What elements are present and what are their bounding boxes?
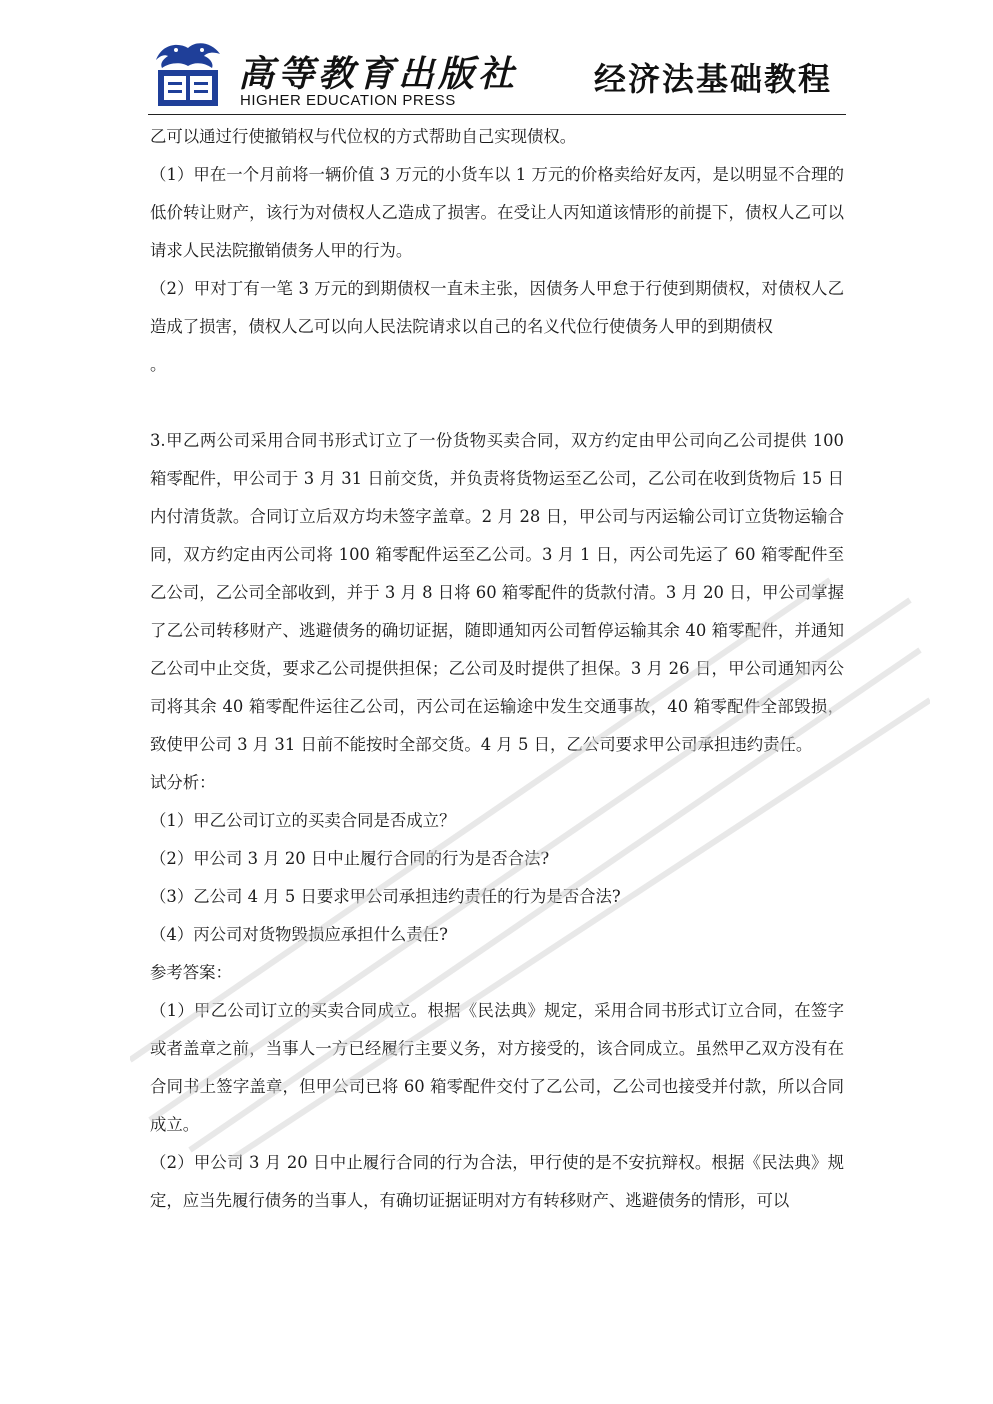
answer-label: 参考答案： [150,963,232,982]
question-4: （4）丙公司对货物毁损应承担什么责任? [150,925,448,944]
point-1-paragraph: （1）甲在一个月前将一辆价值 3 万元的小货车以 1 万元的价格卖给好友丙，是以明显不合理的低价转让财产，该行为对债权人乙造成了损害。在受让人丙知道该情形的前提下，债权人乙可以请求人民法院撤销债务人甲的行为。 [150,165,844,260]
question-2: （2）甲公司 3 月 20 日中止履行合同的行为是否合法? [150,849,550,868]
document-body [150,118,844,1220]
publisher-name-en: HIGHER EDUCATION PRESS [240,92,456,109]
page-header [148,34,846,115]
question-3: （3）乙公司 4 月 5 日要求甲公司承担违约责任的行为是否合法? [150,887,621,906]
answer-1: （1）甲乙公司订立的买卖合同成立。根据《民法典》规定，采用合同书形式订立合同，在签字或者盖章之前，当事人一方已经履行主要义务，对方接受的，该合同成立。虽然甲乙双方没有在合同书上签字盖章，但甲公司已将 60 箱零配件交付了乙公司，乙公司也接受并付款，所以合同成立。 [150,1001,844,1134]
paragraph-gap [150,384,844,422]
point-2-end: 。 [150,355,167,374]
book-title: 经济法基础教程 [593,60,832,98]
point-2-paragraph: （2）甲对丁有一笔 3 万元的到期债权一直未主张，因债务人甲怠于行使到期债权，对债权人乙造成了损害，债权人乙可以向人民法院请求以自己的名义代位行使债务人甲的到期债权 [150,279,844,336]
question-1: （1）甲乙公司订立的买卖合同是否成立？ [150,811,456,830]
publisher-name-cn: 高等教育出版社 [238,53,519,95]
analyze-label: 试分析： [150,773,216,792]
intro-paragraph: 乙可以通过行使撤销权与代位权的方式帮助自己实现债权。 [150,127,577,146]
answer-2: （2）甲公司 3 月 20 日中止履行合同的行为合法，甲行使的是不安抗辩权。根据《民法典》规定，应当先履行债务的当事人，有确切证据证明对方有转移财产、逃避债务的情形，可以 [150,1153,844,1210]
press-logo [148,38,228,110]
press-logo-icon [148,38,228,110]
case-3-paragraph: 3.甲乙两公司采用合同书形式订立了一份货物买卖合同，双方约定由甲公司向乙公司提供 100 箱零配件，甲公司于 3 月 31 日前交货，并负责将货物运至乙公司，乙公司在收到货物后 15 日内付清货款。合同订立后双方均未签字盖章。2 月 28 日，甲公司与丙运输公司订立货物运输合同，双方约定由丙公司将 100 箱零配件运至乙公司。3 月 1 日，丙公司先运了 60 箱零配件至乙公司，乙公司全部收到，并于 3 月 8 日将 60 箱零配件的货款付清。3 月 20 日，甲公司掌握了乙公司转移财产、逃避债务的确切证据，随即通知丙公司暂停运输其余 40 箱零配件，并通知乙公司中止交货，要求乙公司提供担保；乙公司及时提供了担保。3 月 26 日，甲公司通知丙公司将其余 40 箱零配件运往乙公司，丙公司在运输途中发生交通事故，40 箱零配件全部毁损，致使甲公司 3 月 31 日前不能按时全部交货。4 月 5 日，乙公司要求甲公司承担违约责任。 [150,431,844,754]
